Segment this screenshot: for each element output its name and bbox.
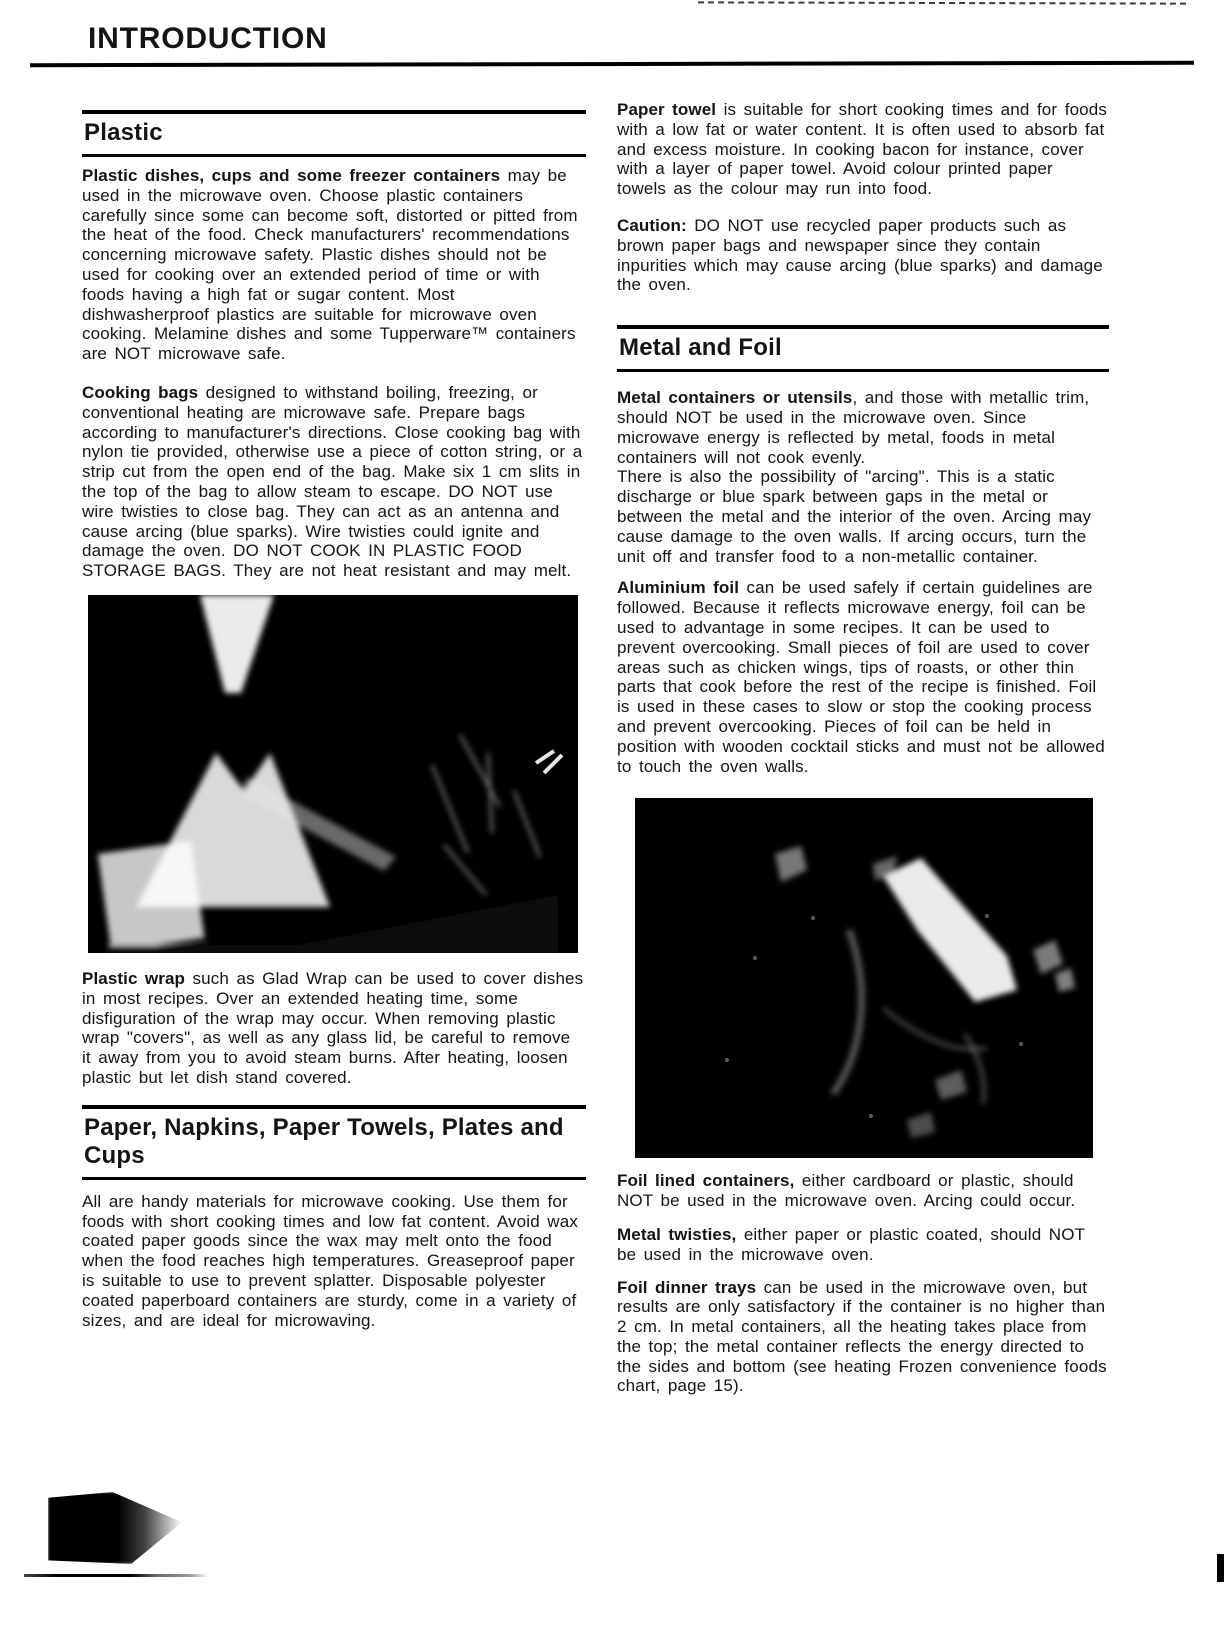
- foil-wrapped-food-photo: [635, 798, 1093, 1158]
- section-heading-paper-napkins: Paper, Napkins, Paper Towels, Plates and Cups: [82, 1105, 586, 1180]
- paragraph-metal-containers: [617, 388, 1109, 566]
- paragraph-foil-dinner-trays-body: can be used in the microwave oven, but results are only satisfactory if the container is no higher than 2 cm. In metal containers, all the heating takes place from the top; the metal container reflects the energy directed to the sides and bottom (see heating Frozen convenience foods chart, page 15).: [617, 1277, 1107, 1396]
- paragraph-metal-containers-body: , and those with metallic trim, should NOT be used in the microwave oven. Since microwave energy is reflected by metal, foods in metal containers will not cook evenly.: [617, 388, 1090, 467]
- paragraph-metal-containers-lead: Metal containers or utensils: [617, 388, 853, 408]
- paragraph-caution-body: DO NOT use recycled paper products such as brown paper bags and newspaper since they contain inpurities which may cause arcing (blue sparks) and damage the oven.: [617, 215, 1103, 295]
- scan-artifact-top-dashed-line: [698, 1, 1186, 4]
- scan-artifact-bottom-line: [24, 1574, 208, 1577]
- paragraph-metal-twisties: [617, 1225, 1109, 1265]
- paragraph-plastic-dishes-lead: Plastic dishes, cups and some freezer containers: [82, 166, 501, 185]
- paragraph-plastic-wrap: [82, 969, 586, 1088]
- paragraph-metal-twisties-body: either paper or plastic coated, should NOT be used in the microwave oven.: [617, 1224, 1085, 1264]
- paragraph-aluminium-foil-lead: Aluminium foil: [617, 578, 740, 598]
- title-underline-rule: [30, 61, 1194, 67]
- paragraph-aluminium-foil-body: can be used safely if certain guidelines are followed. Because it reflects microwave energy, foil can be used to advantage in some recipes. It can be used to prevent overcooking. Small pieces of foil are used to cover areas such as chicken wings, tips of roasts, or other thin parts that cook before the rest of the recipe is finished. Foil is used in these cases to slow or stop the cooking process and prevent overcooking. Pieces of foil can be held in position with wooden cocktail sticks and must not be allowed to touch the oven walls.: [617, 578, 1105, 776]
- paragraph-foil-dinner-trays: [617, 1278, 1109, 1397]
- paragraph-metal-containers-body-2: There is also the possibility of "arcing". This is a static discharge or blue spark between gaps in the metal or between the metal and the interior of the oven. Arcing may cause damage to the oven walls. If arcing occurs, turn the unit off and transfer food to a non-metallic container.: [617, 467, 1092, 566]
- paragraph-paper-towel: [617, 100, 1109, 199]
- section-heading-plastic: Plastic: [82, 110, 586, 157]
- paragraph-aluminium-foil: [617, 578, 1109, 776]
- scan-artifact-ink-blob: [48, 1492, 182, 1564]
- paragraph-plastic-dishes: [82, 166, 586, 364]
- cooking-bags-photo: [88, 595, 578, 953]
- paragraph-plastic-wrap-body: such as Glad Wrap can be used to cover dishes in most recipes. Over an extended heating time, some disfiguration of the wrap may occur. When removing plastic wrap "covers", as well as any glass lid, be careful to remove it away from you to avoid steam burns. After heating, loosen plastic but let dish stand covered.: [82, 968, 584, 1087]
- section-heading-metal-and-foil: Metal and Foil: [617, 325, 1109, 372]
- scan-artifact-right-edge-mark: [1217, 1554, 1224, 1582]
- paragraph-caution: [617, 216, 1109, 295]
- paragraph-foil-lined-containers: [617, 1171, 1109, 1211]
- paragraph-foil-dinner-trays-lead: Foil dinner trays: [617, 1277, 757, 1297]
- paragraph-caution-lead: Caution:: [617, 215, 687, 235]
- paragraph-cooking-bags-lead: Cooking bags: [82, 382, 199, 402]
- paragraph-paper-towel-lead: Paper towel: [617, 100, 717, 119]
- paragraph-paper-towel-body: is suitable for short cooking times and for foods with a low fat or water content. It is often used to absorb fat and excess moisture. In cooking bacon for instance, cover with a layer of paper towel. Avoid colour printed paper towels as the colour may run into food.: [617, 100, 1108, 199]
- paragraph-paper-materials: All are handy materials for microwave cooking. Use them for foods with short cooking times and low fat content. Avoid wax coated paper goods since the wax may melt onto the food when the food reaches high temperatures. Greaseproof paper is suitable to use to prevent splatter. Disposable polyester coated paperboard containers are sturdy, come in a variety of sizes, and are ideal for microwaving.: [82, 1191, 578, 1330]
- paragraph-foil-lined-containers-lead: Foil lined containers,: [617, 1171, 795, 1191]
- paragraph-plastic-wrap-lead: Plastic wrap: [82, 968, 186, 988]
- paragraph-cooking-bags-body: designed to withstand boiling, freezing, or conventional heating are microwave safe. Prepare bags according to manufacturer's directions. Close cooking bag with nylon tie provided, otherwise use a piece of cotton string, or a strip cut from the open end of the bag. Make six 1 cm slits in the top of the bag to allow steam to escape. DO NOT use wire twisties to close bag. They can act as an antenna and cause arcing (blue sparks). Wire twisties could ignite and damage the oven. DO NOT COOK IN PLASTIC FOOD STORAGE BAGS. They are not heat resistant and may melt.: [82, 382, 583, 581]
- right-column: [617, 100, 1109, 1396]
- paragraph-metal-twisties-lead: Metal twisties,: [617, 1224, 737, 1244]
- paragraph-foil-lined-containers-body: either cardboard or plastic, should NOT be used in the microwave oven. Arcing could occur.: [617, 1171, 1076, 1211]
- paragraph-plastic-dishes-body: may be used in the microwave oven. Choose plastic containers carefully since some can become soft, distorted or pitted from the heat of the food. Check manufacturers' recommendations concerning microwave safety. Plastic dishes should not be used for cooking over an extended period of time or with foods having a high fat or sugar content. Most dishwasherproof plastics are suitable for microwave oven cooking. Melamine dishes and some Tupperware™ containers are NOT microwave safe.: [82, 166, 578, 364]
- left-column: [82, 110, 586, 1330]
- page-title: INTRODUCTION: [88, 22, 328, 55]
- paragraph-cooking-bags: [82, 383, 586, 581]
